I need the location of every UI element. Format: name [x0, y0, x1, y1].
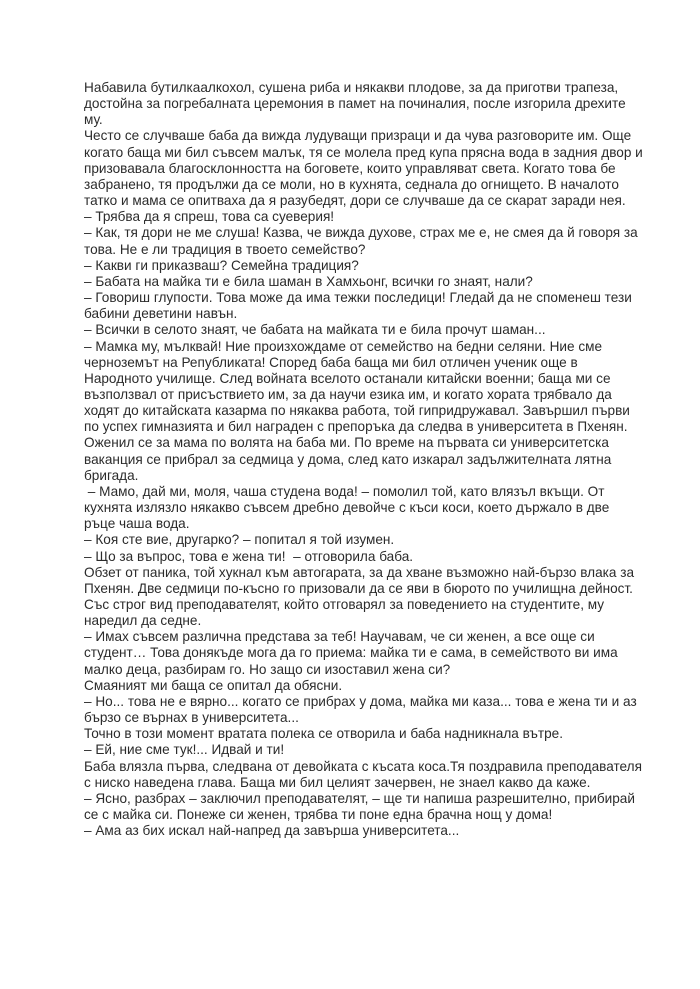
paragraph: – Трябва да я спреш, това са суеверия! [84, 209, 335, 225]
paragraph: – Коя сте вие, другарко? – попитал я той изумен. [84, 532, 395, 548]
document-page [84, 80, 647, 839]
paragraph: – Що за въпрос, това е жена ти! – отговорила баба. [84, 548, 414, 564]
paragraph: – Всички в селото знаят, че бабата на майката ти е била прочут шаман... [84, 322, 546, 338]
paragraph: Обзет от паника, той хукнал към автогарата, за да хване възможно най-бързо влака за Пхенян. Две седмици по-късно го призовали да се яви в бюрото по училищна дейност. Със строг вид преподавателят, който отговарял за поведението на студентите, му наредил да седне. [84, 564, 638, 629]
paragraph: – Мамо, дай ми, моля, чаша студена вода! – помолил той, като влязъл вкъщи. От кухнята излязло някакво съвсем дребно девойче с къси коси, което държало в две ръце чаша вода. [84, 483, 614, 532]
paragraph: – Ей, ние сме тук!... Идвай и ти! [84, 742, 285, 758]
paragraph: – Какви ги приказваш? Семейна традиция? [84, 257, 359, 273]
paragraph: Смаяният ми баща се опитал да обясни. [84, 677, 343, 693]
paragraph: – Бабата на майка ти е била шаман в Хамхьонг, всички го знаят, нали? [84, 273, 533, 289]
paragraph: – Говориш глупости. Това може да има тежки последици! Гледай да не споменеш тези бабини деветини навън. [84, 290, 636, 322]
paragraph: – Но... това не е вярно... когато се прибрах у дома, майка ми каза... това е жена ти и аз бързо се върнах в университета... [84, 693, 641, 726]
paragraph: Често се случваше баба да вижда лудуващи призраци и да чува разговорите им. Още когато баща ми бил съвсем малък, тя се молела пред купа прясна вода в задния двор и призовавала благосклонността на боговете, които управляват света. Когато това бе забранено, тя продължи да се моли, но в кухнята, седнала до огнището. В началото татко и мама се опитваха да я разубедят, дори се случваше да се скарат заради нея. [84, 128, 647, 209]
paragraph: Баба влязла първа, следвана от девойката с късата коса.Тя поздравила преподавателя с ниско наведена глава. Баща ми бил целият зачервен, не знаел какво да каже. [84, 758, 646, 790]
paragraph: Набавила бутилкаалкохол, сушена риба и някакви плодове, за да приготви трапеза, достойна за погребалната церемония в памет на починалия, после изгорила дрехите му. [84, 80, 630, 128]
paragraph: – Имах съвсем различна представа за теб! Научавам, че си женен, а все още си студент… Това донякъде мога да го приема: майка ти е сама, в семейството ви има малко деца, разбирам го. Но защо си изоставил жена си? [84, 629, 622, 677]
paragraph: Точно в този момент вратата полека се отворила и баба надникнала вътре. [84, 726, 563, 742]
paragraph: – Как, тя дори не ме слуша! Казва, че вижда духове, страх ме е, не смея да й говоря за това. Не е ли традиция в твоето семейство? [84, 225, 642, 257]
paragraph: – Ясно, разбрах – заключил преподавателят, – ще ти напиша разрешително, прибирай се с майка си. Понеже си женен, трябва ти поне една брачна нощ у дома! [84, 790, 639, 823]
paragraph: – Мамка му, мълквай! Ние произхождаме от семейство на бедни селяни. Ние сме черноземът на Републиката! Според баба баща ми бил отличен ученик още в Народното училище. След войната вселото останали китайски военни; баща ми се възползвал от присъствието им, за да научи езика им, и когато хората трябвало да ходят до китайската казарма по някаква работа, той гипридружавал. Завършил първи по успех гимназията и бил награден с препоръка да следва в университета в Пхенян. Оженил се за мама по волята на баба ми. По време на първата си университетска ваканция се прибрал за седмица у дома, след като изкарал задължителната лятна бригада. [84, 338, 634, 483]
paragraph: – Ама аз бих искал най-напред да завърша университета... [84, 823, 460, 839]
